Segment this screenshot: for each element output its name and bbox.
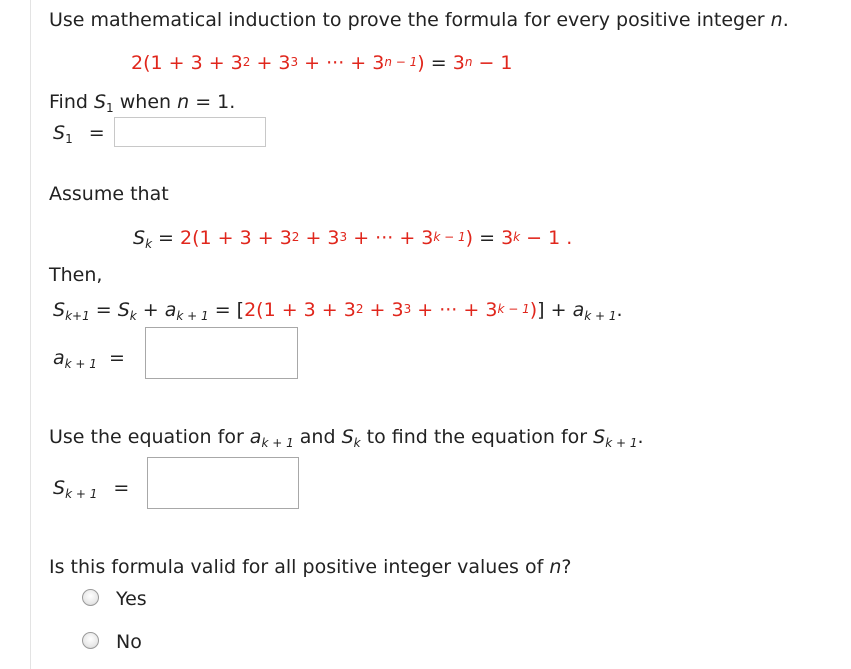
then-label: Then, bbox=[49, 264, 103, 286]
prompt-text: Use mathematical induction to prove the formula for every positive integer n. bbox=[49, 9, 789, 31]
option-yes-label[interactable]: Yes bbox=[116, 588, 147, 610]
induction-formula: $2(1 + 3 + 3^2 + 3^3$ + ··· + $3^{n - 1}) = 3^n - 1$ bbox=[131, 52, 513, 74]
ak1-answer-label: $a_{k + 1}$ = bbox=[53, 347, 125, 371]
sk1-input[interactable] bbox=[147, 457, 299, 509]
assume-label: Assume that bbox=[49, 183, 169, 205]
ak1-input[interactable] bbox=[145, 327, 298, 379]
s1-input[interactable] bbox=[114, 117, 266, 147]
s1-answer-label: $S_1$ = bbox=[53, 122, 105, 146]
find-s1-prompt: Find $S_1$ when n = 1. bbox=[49, 91, 236, 115]
then-formula: $S_{k+1} = S_k + a_{k + 1} = [2(1 + 3 + 3^2 + 3^3$ + ··· + $3^{k - 1})] + a_{k + 1}$. bbox=[53, 299, 623, 323]
option-no-label[interactable]: No bbox=[116, 631, 142, 653]
use-equation-prompt: Use the equation for $a_{k + 1}$ and $S_k$ to find the equation for $S_{k + 1}$. bbox=[49, 426, 644, 450]
radio-yes[interactable] bbox=[82, 589, 99, 606]
validity-question: Is this formula valid for all positive integer values of n? bbox=[49, 556, 572, 578]
radio-no[interactable] bbox=[82, 632, 99, 649]
assume-formula: $S_k = 2(1 + 3 + 3^2 + 3^3$ + ··· + $3^{k - 1}) = 3^k - 1$ . bbox=[133, 227, 573, 251]
sk1-answer-label: $S_{k + 1}$ = bbox=[53, 477, 130, 501]
